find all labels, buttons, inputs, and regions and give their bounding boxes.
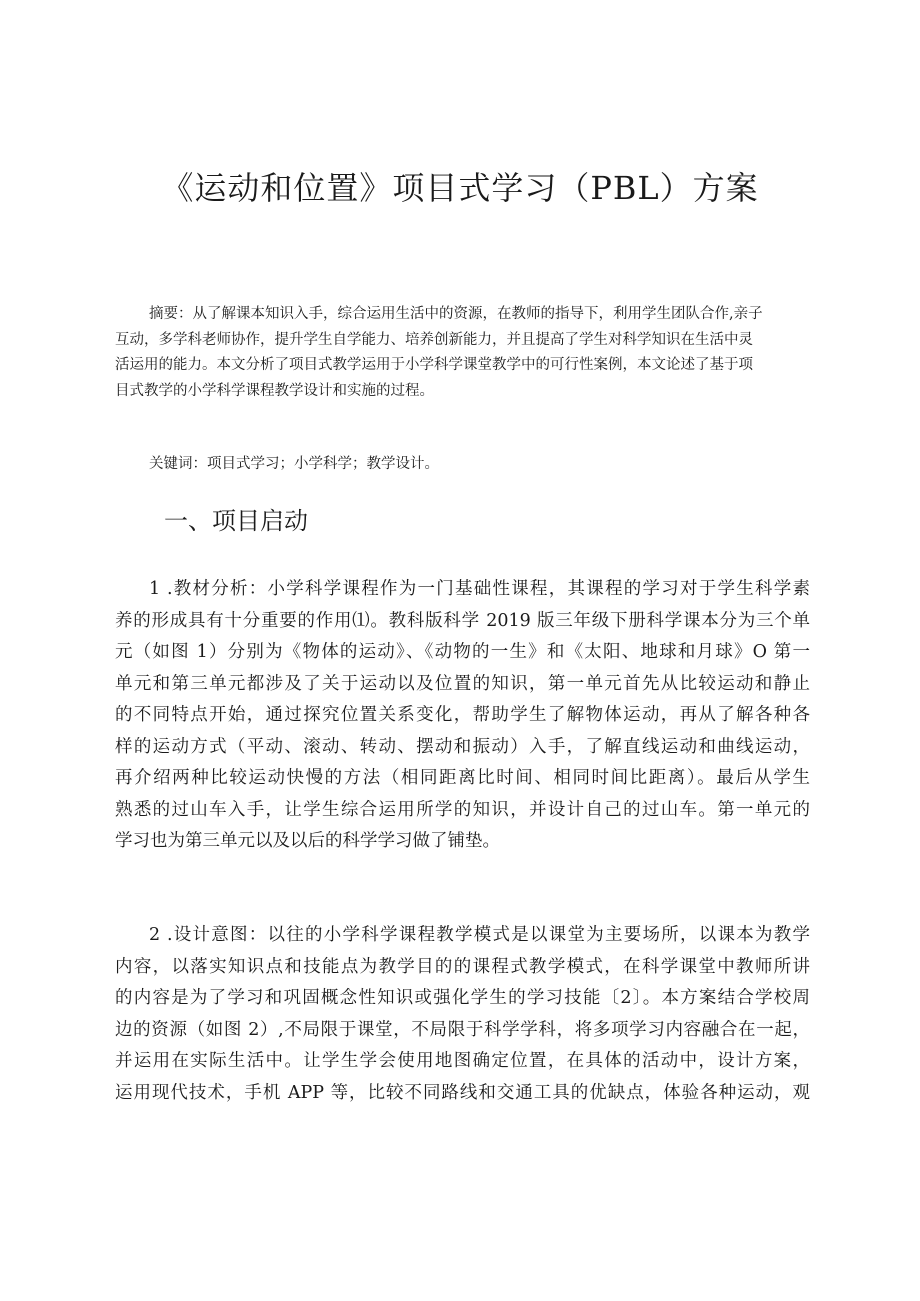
- paragraph-line: 再介绍两种比较运动快慢的方法（相同距离比时间、相同时间比距离）。最后从学生: [115, 768, 810, 788]
- paragraph-line: 熟悉的过山车入手，让学生综合运用所学的知识，并设计自己的过山车。第一单元的: [115, 799, 810, 820]
- abstract-line: 活运用的能力。本文分析了项目式教学运用于小学科学课堂教学中的可行性案例，本文论述了基于项: [115, 357, 753, 373]
- keywords: 关键词：项目式学习；小学科学；教学设计。: [149, 456, 439, 472]
- paragraph-design-intent: [115, 920, 810, 1109]
- paragraph-line: 并运用在实际生活中。让学生学会使用地图确定位置，在具体的活动中，设计方案，: [115, 1051, 810, 1071]
- paragraph-line: 学习也为第三单元以及以后的科学学习做了铺垫。: [115, 831, 500, 851]
- paragraph-line: 内容，以落实知识点和技能点为教学目的的课程式教学模式，在科学课堂中教师所讲: [115, 956, 810, 977]
- paragraph-line: 运用现代技术，手机 APP 等，比较不同路线和交通工具的优缺点，体验各种运动，观: [115, 1082, 810, 1103]
- section-heading: 一、项目启动: [164, 507, 308, 535]
- paragraph-line: 2 .设计意图：以往的小学科学课程教学模式是以课堂为主要场所，以课本为教学: [149, 925, 810, 945]
- paragraph-line: 1 .教材分析：小学科学课程作为一门基础性课程，其课程的学习对于学生科学素: [149, 579, 810, 599]
- paragraph-line: 养的形成具有十分重要的作用⑴。教科版科学 2019 版三年级下册科学课本分为三个单: [115, 610, 810, 631]
- abstract-line: 摘要：从了解课本知识入手，综合运用生活中的资源，在教师的指导下，利用学生团队合作,亲子: [149, 306, 763, 322]
- paragraph-line: 的内容是为了学习和巩固概念性知识或强化学生的学习技能〔2〕。本方案结合学校周: [115, 988, 810, 1008]
- paragraph-textbook-analysis: [115, 574, 810, 858]
- paragraph-line: 样的运动方式（平动、滚动、转动、摆动和振动）入手，了解直线运动和曲线运动，: [115, 736, 810, 757]
- paragraph-line: 的不同特点开始，通过探究位置关系变化，帮助学生了解物体运动，再从了解各种各: [115, 705, 810, 725]
- document-title: 《运动和位置》项目式学习（PBL）方案: [161, 169, 759, 207]
- paragraph-line: 单元和第三单元都涉及了关于运动以及位置的知识，第一单元首先从比较运动和静止: [115, 673, 810, 694]
- abstract-line: 目式教学的小学科学课程教学设计和实施的过程。: [115, 382, 434, 399]
- paragraph-line: 元（如图 1）分别为《物体的运动》、《动物的一生》和《太阳、地球和月球》O 第一: [115, 642, 810, 662]
- abstract-line: 互动，多学科老师协作，提升学生自学能力、培养创新能力，并且提高了学生对科学知识在生活中灵: [115, 331, 753, 348]
- abstract: [115, 302, 810, 404]
- paragraph-line: 边的资源（如图 2）,不局限于课堂，不局限于科学学科，将多项学习内容融合在一起，: [115, 1019, 810, 1040]
